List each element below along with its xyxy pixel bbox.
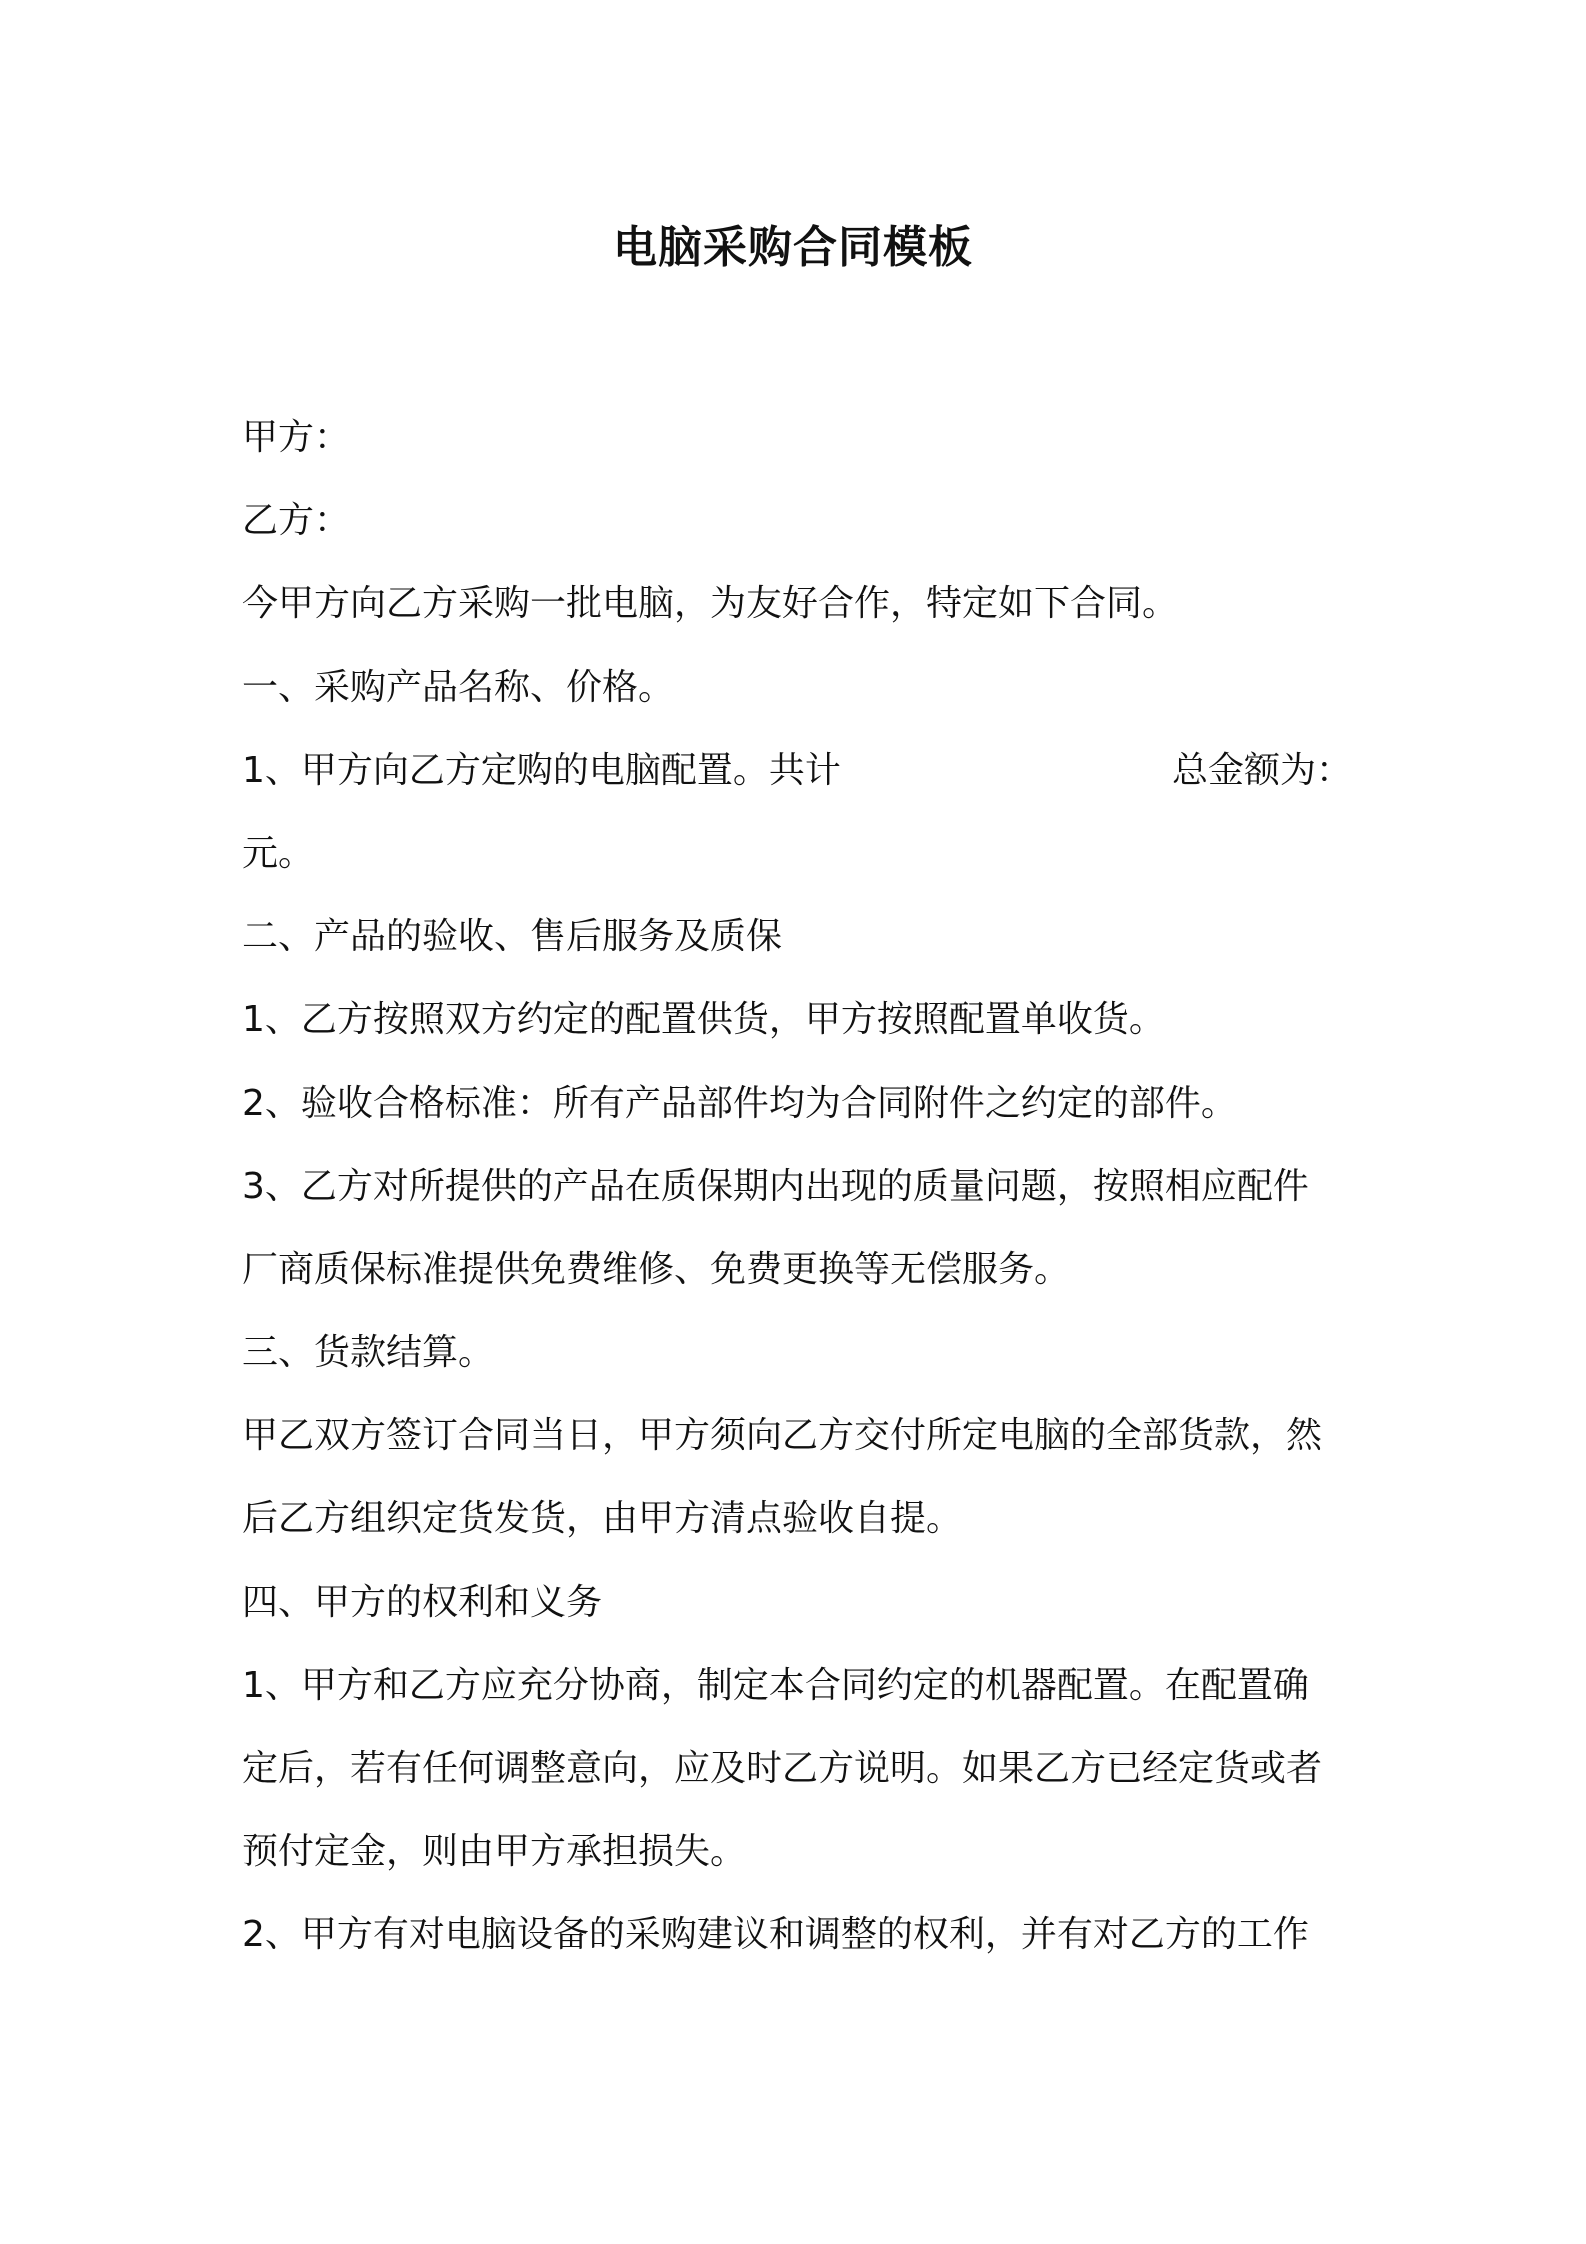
party-a-label: 甲方： (242, 417, 351, 458)
section-2-item-1: 1、乙方按照双方约定的配置供货，甲方按照配置单收货。 (242, 999, 1165, 1041)
section-4-item-1-line-2: 定后，若有任何调整意向，应及时乙方说明。如果乙方已经定货或者 (242, 1748, 1323, 1789)
section-4-item-1-line-3: 预付定金，则由甲方承担损失。 (242, 1831, 747, 1873)
party-b-label: 乙方： (242, 500, 351, 542)
section-1-item-1 (242, 729, 1352, 812)
section-2-item-2: 2、验收合格标准：所有产品部件均为合同附件之约定的部件。 (242, 1082, 1237, 1124)
section-4-item-1-line-1: 1、甲方和乙方应充分协商，制定本合同约定的机器配置。在配置确 (242, 1664, 1309, 1706)
intro-paragraph: 今甲方向乙方采购一批电脑，为友好合作，特定如下合同。 (242, 583, 1179, 625)
section-2-item-3-line-1: 3、乙方对所提供的产品在质保期内出现的质量问题，按照相应配件 (242, 1165, 1309, 1207)
document-body (242, 396, 1362, 1977)
section-1-item-1-amount-text: 总金额为： (1171, 749, 1352, 791)
section-4-heading: 四、甲方的权利和义务 (242, 1581, 603, 1623)
section-4-item-2-line-1: 2、甲方有对电脑设备的采购建议和调整的权利，并有对乙方的工作 (242, 1914, 1309, 1956)
section-1-heading: 一、采购产品名称、价格。 (242, 666, 675, 708)
section-1-item-1-unit: 元。 (242, 832, 315, 874)
document-title: 电脑采购合同模板 (613, 222, 973, 273)
section-1-item-1-quantity-text: 1、甲方向乙方定购的电脑配置。共计 (242, 749, 841, 791)
section-3-heading: 三、货款结算。 (242, 1332, 495, 1374)
section-2-heading: 二、产品的验收、售后服务及质保 (242, 916, 783, 958)
section-3-text-line-2: 后乙方组织定货发货，由甲方清点验收自提。 (242, 1498, 963, 1540)
section-2-item-3-line-2: 厂商质保标准提供免费维修、免费更换等无偿服务。 (242, 1248, 1071, 1290)
section-3-text-line-1: 甲乙双方签订合同当日，甲方须向乙方交付所定电脑的全部货款，然 (242, 1415, 1323, 1457)
